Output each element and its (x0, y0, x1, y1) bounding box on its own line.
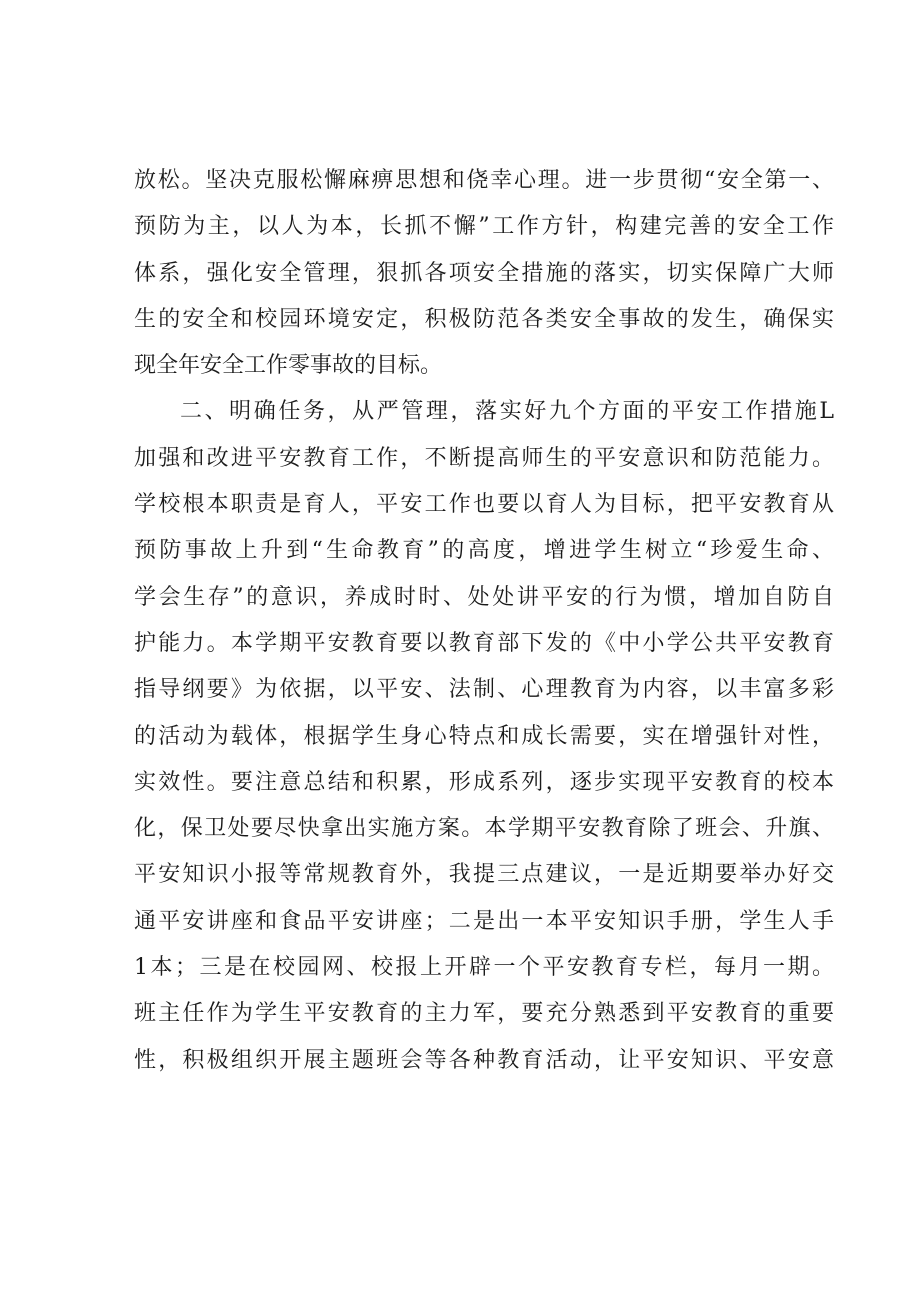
text-line: 1本；三是在校园网、校报上开辟一个平安教育专栏，每月一期。 (134, 955, 834, 981)
text-line: 平安知识小报等常规教育外，我提三点建议，一是近期要举办好交 (134, 862, 834, 888)
text-line: 指导纲要》为依据，以平安、法制、心理教育为内容，以丰富多彩 (134, 677, 834, 703)
text-line: 生的安全和校园环境安定，积极防范各类安全事故的发生，确保实 (134, 306, 834, 332)
text-line: 放松。坚决克服松懈麻痹思想和侥幸心理。进一步贯彻“安全第一、 (134, 168, 834, 193)
text-line: 班主任作为学生平安教育的主力军，要充分熟悉到平安教育的重要 (134, 1001, 834, 1027)
text-line: 通平安讲座和食品平安讲座；二是出一本平安知识手册，学生人手 (134, 908, 834, 934)
text-line: 现全年安全工作零事故的目标。 (134, 353, 443, 379)
text-line: 学会生存”的意识，养成时时、处处讲平安的行为惯，增加自防自 (134, 584, 834, 610)
text-line: 的活动为载体，根据学生身心特点和成长需要，实在增强针对性， (134, 723, 834, 749)
text-line: 预防为主，以人为本，长抓不懈”工作方针，构建完善的安全工作 (134, 214, 834, 240)
text-line: 实效性。要注意总结和积累，形成系列，逐步实现平安教育的校本 (134, 769, 834, 795)
body-text (134, 158, 834, 1084)
text-line: 学校根本职责是育人，平安工作也要以育人为目标，把平安教育从 (134, 492, 834, 518)
section-heading: 二、明确任务，从严管理，落实好九个方面的平安工作措施L (180, 399, 834, 425)
text-line: 性，积极组织开展主题班会等各种教育活动，让平安知识、平安意 (134, 1047, 834, 1073)
text-line: 加强和改进平安教育工作，不断提高师生的平安意识和防范能力。 (134, 445, 834, 471)
text-line: 体系，强化安全管理，狠抓各项安全措施的落实，切实保障广大师 (134, 260, 834, 286)
text-line: 预防事故上升到“生命教育”的高度，增进学生树立“珍爱生命、 (134, 538, 834, 564)
text-line: 化，保卫处要尽快拿出实施方案。本学期平安教育除了班会、升旗、 (134, 816, 834, 842)
text-line: 护能力。本学期平安教育要以教育部下发的《中小学公共平安教育 (134, 630, 834, 656)
